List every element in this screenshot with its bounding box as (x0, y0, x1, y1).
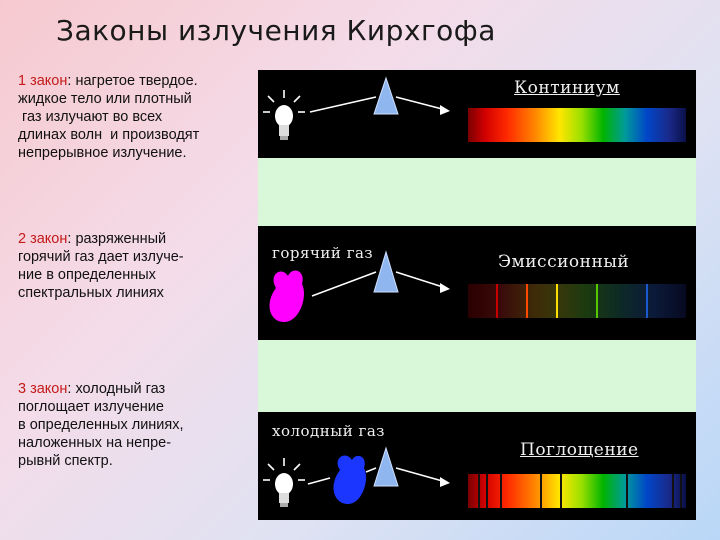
emission-line (526, 284, 528, 318)
absorption-line (680, 474, 682, 508)
incoming-ray (310, 97, 376, 112)
prism-icon (374, 78, 398, 114)
incoming-ray (366, 468, 376, 472)
absorption-panel (258, 412, 696, 520)
emission-line (556, 284, 558, 318)
prism-icon (374, 448, 398, 486)
incoming-ray (312, 272, 376, 296)
absorption-line (540, 474, 542, 508)
absorption-spectrum-label: Поглощение (520, 440, 639, 460)
slide-title: Законы излучения Кирхгофа (56, 14, 496, 47)
emission-line (596, 284, 598, 318)
emission-line (646, 284, 648, 318)
gas-cloud-icon (334, 455, 366, 504)
law-2-line: горячий газ дает излуче- (18, 249, 184, 265)
absorption-line (626, 474, 628, 508)
hot-gas-label: горячий газ (272, 244, 374, 262)
law-3-line: в определенных линиях, (18, 417, 184, 433)
emission-line (496, 284, 498, 318)
law-3-line: наложенных на непре- (18, 435, 172, 451)
absorption-line (478, 474, 480, 508)
law-3-line: : холодный газ (67, 381, 166, 397)
outgoing-ray (396, 97, 450, 115)
emission-spectrum-label: Эмиссионный (498, 252, 630, 272)
law-1-label: 1 закон (18, 73, 68, 89)
emission-spectrum (468, 284, 686, 318)
law-2-label: 2 закон (18, 231, 68, 247)
law-3-line: поглощает излучение (18, 399, 164, 415)
law-3-label: 3 закон (18, 381, 68, 397)
law-2-line: спектральных линиях (18, 285, 164, 301)
continuum-spectrum (468, 108, 686, 142)
law-1-text (18, 72, 258, 162)
law-2-line: ние в определенных (18, 267, 156, 283)
light-bulb-icon (263, 458, 305, 507)
absorption-line (672, 474, 674, 508)
law-1-line: непрерывное излучение. (18, 145, 187, 161)
absorption-line (560, 474, 562, 508)
outgoing-ray (396, 272, 450, 293)
absorption-line (486, 474, 488, 508)
law-3-text (18, 380, 258, 470)
outgoing-ray (396, 468, 450, 487)
law-2-line: : разряженный (67, 231, 167, 247)
emission-panel (258, 226, 696, 340)
gas-cloud-icon (270, 270, 304, 322)
law-1-line: жидкое тело или плотный (18, 91, 192, 107)
law-3-line: рывнй спектр. (18, 453, 113, 469)
absorption-spectrum (468, 474, 686, 508)
light-bulb-icon (263, 90, 305, 140)
law-1-line: длинах волн и производят (18, 127, 200, 143)
cold-gas-label: холодный газ (272, 422, 385, 440)
continuum-panel (258, 70, 696, 158)
prism-icon (374, 252, 398, 292)
spacer-band (258, 158, 696, 226)
spacer-band (258, 340, 696, 412)
incoming-ray (308, 478, 330, 484)
absorption-line (500, 474, 502, 508)
law-1-line: : нагретое твердое. (67, 73, 198, 89)
law-1-line: газ излучают во всех (18, 109, 163, 125)
law-2-text (18, 230, 258, 302)
continuum-spectrum-label: Континиум (514, 78, 620, 98)
